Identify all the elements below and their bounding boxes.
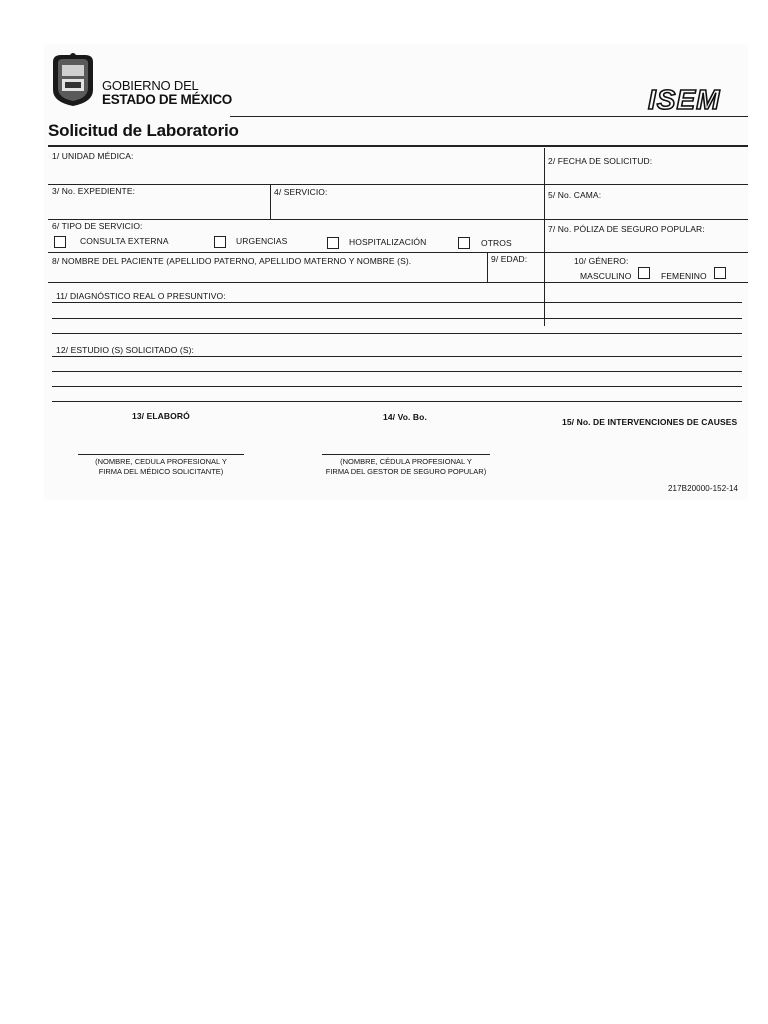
row-1-rule: [48, 184, 748, 185]
state-coat-of-arms-icon: [49, 52, 97, 108]
hospitalizacion-label: HOSPITALIZACIÓN: [349, 237, 427, 247]
gestor-signature-line[interactable]: [322, 454, 490, 455]
consulta-externa-checkbox[interactable]: [54, 236, 66, 248]
medico-caption-line-2: FIRMA DEL MÉDICO SOLICITANTE): [98, 467, 224, 476]
diagnostico-line[interactable]: [52, 318, 742, 319]
gestor-caption-line-2: FIRMA DEL GESTOR DE SEGURO POPULAR): [325, 467, 487, 476]
form-code: 217B20000-152-14: [668, 484, 739, 493]
field-poliza: 7/ No. PÓLIZA DE SEGURO POPULAR:: [548, 224, 705, 234]
field-servicio: 4/ SERVICIO:: [274, 187, 328, 197]
femenino-checkbox[interactable]: [714, 267, 726, 279]
field-edad: 9/ EDAD:: [491, 254, 528, 264]
estudio-line[interactable]: [52, 386, 742, 387]
servicio-divider: [270, 184, 271, 219]
right-column-divider: [544, 148, 545, 326]
otros-checkbox[interactable]: [458, 237, 470, 249]
field-estudio: 12/ ESTUDIO (S) SOLICITADO (S):: [56, 345, 195, 355]
estudio-line[interactable]: [52, 371, 742, 372]
row-4-rule: [48, 282, 748, 283]
masculino-label: MASCULINO: [580, 271, 632, 281]
isem-logo-text: ISEM: [648, 84, 721, 114]
isem-logo: [644, 84, 742, 114]
row-2-rule: [48, 219, 748, 220]
estudio-line[interactable]: [52, 401, 742, 402]
government-line-2: ESTADO DE MÉXICO: [102, 92, 232, 107]
field-nombre-paciente: 8/ NOMBRE DEL PACIENTE (APELLIDO PATERNO, APELLIDO MATERNO Y NOMBRE (S).: [52, 256, 412, 266]
urgencias-label: URGENCIAS: [236, 236, 288, 246]
field-genero: 10/ GÉNERO:: [574, 256, 629, 266]
estudio-line[interactable]: [52, 356, 742, 357]
femenino-label: FEMENINO: [661, 271, 707, 281]
medico-signature-line[interactable]: [78, 454, 244, 455]
urgencias-checkbox[interactable]: [214, 236, 226, 248]
row-3-rule: [48, 252, 748, 253]
consulta-externa-label: CONSULTA EXTERNA: [80, 236, 169, 246]
hospitalizacion-checkbox[interactable]: [327, 237, 339, 249]
medico-signature-caption: [78, 457, 244, 477]
field-expediente: 3/ No. EXPEDIENTE:: [52, 186, 136, 196]
form-title: Solicitud de Laboratorio: [48, 121, 239, 140]
gestor-caption-line-1: (NOMBRE, CÉDULA PROFESIONAL Y: [340, 457, 472, 466]
field-intervenciones: 15/ No. DE INTERVENCIONES DE CAUSES: [562, 417, 738, 427]
field-unidad-medica: 1/ UNIDAD MÉDICA:: [52, 151, 134, 161]
diagnostico-line[interactable]: [52, 302, 742, 303]
field-vobo: 14/ Vo. Bo.: [383, 412, 427, 422]
title-rule: [48, 145, 748, 147]
masculino-checkbox[interactable]: [638, 267, 650, 279]
field-cama: 5/ No. CAMA:: [548, 190, 602, 200]
field-diagnostico: 11/ DIAGNÓSTICO REAL O PRESUNTIVO:: [56, 291, 226, 301]
header-rule: [230, 116, 748, 117]
otros-label: OTROS: [481, 238, 512, 248]
field-fecha-solicitud: 2/ FECHA DE SOLICITUD:: [548, 156, 653, 166]
field-elaboro: 13/ ELABORÓ: [132, 411, 190, 421]
medico-caption-line-1: (NOMBRE, CEDULA PROFESIONAL Y: [95, 457, 227, 466]
diagnostico-line[interactable]: [52, 333, 742, 334]
form-sheet: [44, 44, 748, 500]
gestor-signature-caption: [316, 457, 496, 477]
government-line-1: GOBIERNO DEL: [102, 78, 199, 93]
edad-divider: [487, 252, 488, 282]
field-tipo-servicio: 6/ TIPO DE SERVICIO:: [52, 221, 143, 231]
